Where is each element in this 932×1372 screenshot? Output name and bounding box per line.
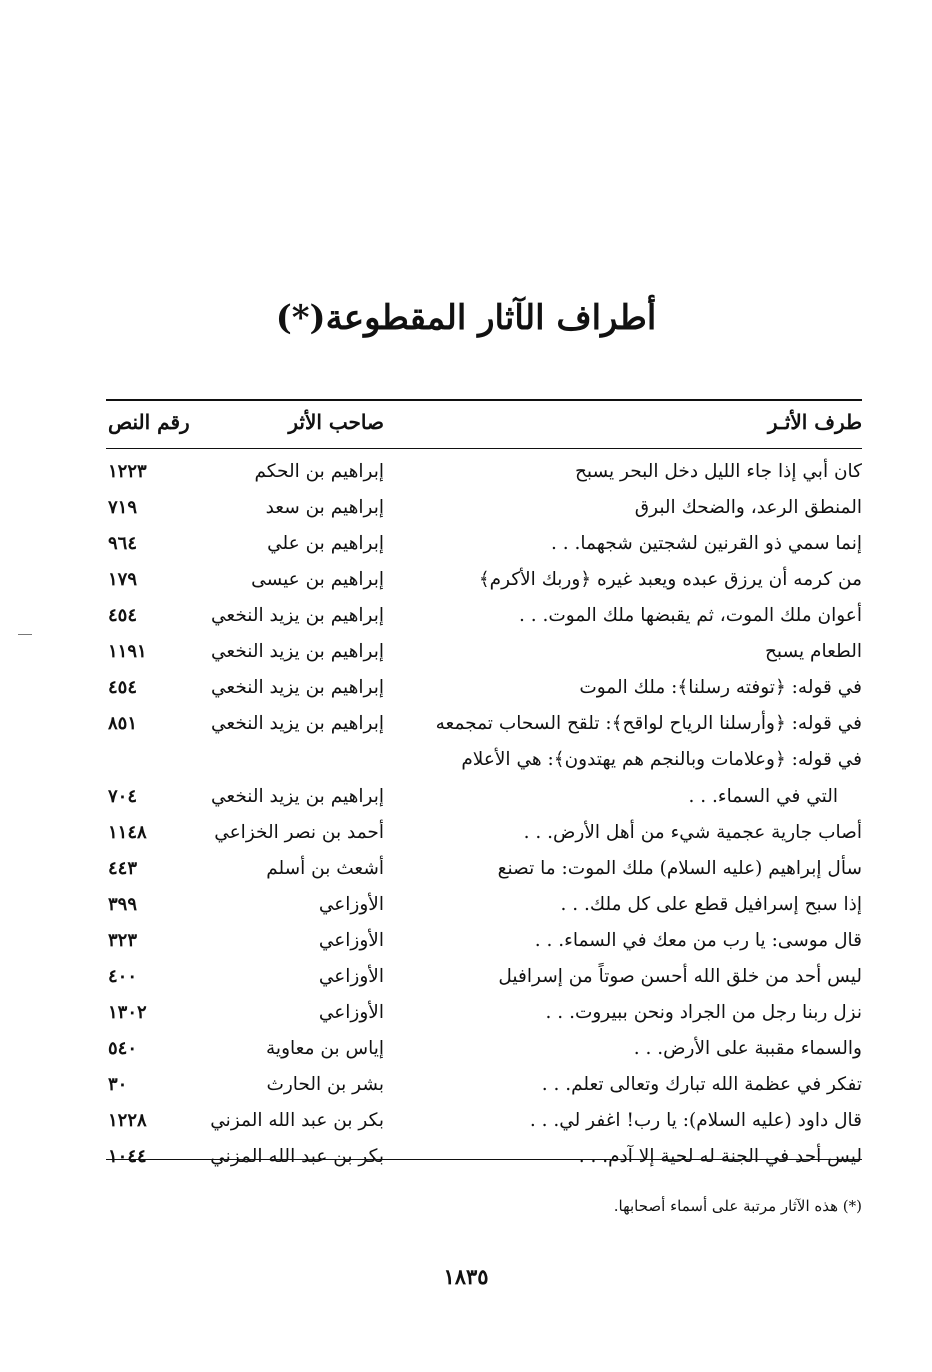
athar-text: إنما سمي ذو القرنين لشجتين شجهما. . . bbox=[550, 533, 862, 554]
athar-text: في قوله: ﴿توفته رسلنا﴾: ملك الموت bbox=[579, 677, 862, 698]
athar-author: إبراهيم بن يزيد النخعي bbox=[210, 641, 384, 662]
table-row bbox=[106, 996, 862, 1032]
text-number: ٣٩٩ bbox=[108, 894, 138, 915]
athar-text: نزل ربنا رجل من الجراد ونحن ببيروت. . . bbox=[545, 1002, 862, 1023]
table-row bbox=[106, 707, 862, 743]
athar-text: قال موسى: يا رب من معك في السماء. . . bbox=[534, 930, 862, 951]
text-number: ٤٠٠ bbox=[108, 966, 138, 987]
margin-mark bbox=[18, 634, 32, 635]
text-number: ١٣٠٢ bbox=[108, 1002, 147, 1023]
text-number: ٤٥٤ bbox=[108, 605, 138, 626]
page-title: أطراف الآثار المقطوعة(*) bbox=[275, 298, 657, 338]
table-row bbox=[106, 888, 862, 924]
athar-text: أصاب جارية عجمية شيء من أهل الأرض. . . bbox=[523, 822, 862, 843]
athar-author: بكر بن عبد الله المزني bbox=[210, 1146, 384, 1167]
athar-author: إبراهيم بن يزيد النخعي bbox=[210, 786, 384, 807]
athar-text: إذا سبح إسرافيل قطع على كل ملك. . . bbox=[560, 894, 862, 915]
text-number: ٧٠٤ bbox=[108, 786, 138, 807]
athar-text: في قوله: ﴿وأرسلنا الرياح لواقح﴾: تلقح السحاب تمجمعه bbox=[435, 713, 862, 734]
athar-author: الأوزاعي bbox=[318, 966, 384, 987]
table-row bbox=[106, 455, 862, 491]
athar-text: من كرمه أن يرزق عبده ويعبد غيره ﴿وربك الأكرم﴾ bbox=[478, 569, 862, 590]
text-number: ٧١٩ bbox=[108, 497, 138, 518]
athar-author: إبراهيم بن يزيد النخعي bbox=[210, 605, 384, 626]
table-top-rule bbox=[106, 399, 862, 401]
athar-text: تفكر في عظمة الله تبارك وتعالى تعلم. . . bbox=[541, 1074, 862, 1095]
text-number: ١٠٤٤ bbox=[108, 1146, 147, 1167]
athar-author: إبراهيم بن الحكم bbox=[254, 461, 384, 482]
table-row bbox=[106, 780, 862, 816]
athar-author: إبراهيم بن علي bbox=[267, 533, 384, 554]
header-number: رقم النص bbox=[108, 410, 190, 434]
text-number: ١١٤٨ bbox=[108, 822, 147, 843]
text-number: ١١٩١ bbox=[108, 641, 147, 662]
table-row bbox=[106, 1140, 862, 1176]
athar-text: ليس أحد من خلق الله أحسن صوتاً من إسرافيل bbox=[498, 966, 862, 987]
table-row bbox=[106, 563, 862, 599]
athar-author: إبراهيم بن عيسى bbox=[251, 569, 384, 590]
athar-text: قال داود (عليه السلام): يا رب! اغفر لي. . . bbox=[529, 1110, 862, 1131]
header-author: صاحب الأثر bbox=[288, 410, 384, 434]
athar-text: أعوان ملك الموت، ثم يقبضها ملك الموت. . . bbox=[518, 605, 862, 626]
table-row bbox=[106, 635, 862, 671]
table-row bbox=[106, 924, 862, 960]
athar-author: الأوزاعي bbox=[318, 894, 384, 915]
table-row bbox=[106, 599, 862, 635]
header-text: طرف الأثـر bbox=[767, 410, 862, 434]
athar-author: إبراهيم بن سعد bbox=[265, 497, 384, 518]
text-number: ٣٢٣ bbox=[108, 930, 138, 951]
text-number: ١٢٢٨ bbox=[108, 1110, 147, 1131]
text-number: ٤٤٣ bbox=[108, 858, 138, 879]
table-row bbox=[106, 527, 862, 563]
athar-text: في قوله: ﴿وعلامات وبالنجم هم يهتدون﴾: هي الأعلام bbox=[461, 749, 862, 770]
athar-author: أحمد بن نصر الخزاعي bbox=[214, 822, 384, 843]
athar-author: أشعث بن أسلم bbox=[266, 858, 384, 879]
text-number: ٨٥١ bbox=[108, 713, 138, 734]
text-number: ١٧٩ bbox=[108, 569, 138, 590]
table-row bbox=[106, 671, 862, 707]
table-row bbox=[106, 960, 862, 996]
athar-text: الطعام يسبح bbox=[764, 641, 862, 662]
table-row bbox=[106, 743, 862, 780]
athar-text: كان أبي إذا جاء الليل دخل البحر يسبح bbox=[574, 461, 862, 482]
athar-author: الأوزاعي bbox=[318, 930, 384, 951]
athar-text: المنطق الرعد، والضحك البرق bbox=[634, 497, 862, 518]
text-number: ٥٤٠ bbox=[108, 1038, 138, 1059]
athar-text: التي في السماء. . . bbox=[688, 786, 838, 807]
athar-author: بشر بن الحارث bbox=[266, 1074, 384, 1095]
table-body bbox=[106, 455, 862, 1176]
table-row bbox=[106, 852, 862, 888]
athar-author: إبراهيم بن يزيد النخعي bbox=[210, 713, 384, 734]
athar-author: إبراهيم بن يزيد النخعي bbox=[210, 677, 384, 698]
table-row bbox=[106, 816, 862, 852]
page-number: ١٨٣٥ bbox=[443, 1264, 489, 1289]
table-bottom-rule bbox=[106, 1159, 862, 1160]
athar-author: بكر بن عبد الله المزني bbox=[210, 1110, 384, 1131]
table-row bbox=[106, 1032, 862, 1068]
athar-text: سأل إبراهيم (عليه السلام) ملك الموت: ما تصنع bbox=[497, 858, 862, 879]
table-row bbox=[106, 1104, 862, 1140]
table-row bbox=[106, 1068, 862, 1104]
athar-text: ليس أحد في الجنة له لحية إلا آدم. . . bbox=[578, 1146, 862, 1167]
text-number: ٤٥٤ bbox=[108, 677, 138, 698]
athar-author: إياس بن معاوية bbox=[266, 1038, 384, 1059]
text-number: ٩٦٤ bbox=[108, 533, 138, 554]
athar-author: الأوزاعي bbox=[318, 1002, 384, 1023]
text-number: ٣٠ bbox=[108, 1074, 128, 1095]
table-header-rule bbox=[106, 448, 862, 449]
footnote: (*) هذه الآثار مرتبة على أسماء أصحابها. bbox=[613, 1197, 862, 1215]
athar-text: والسماء مقببة على الأرض. . . bbox=[633, 1038, 862, 1059]
table-row bbox=[106, 491, 862, 527]
text-number: ١٢٢٣ bbox=[108, 461, 147, 482]
